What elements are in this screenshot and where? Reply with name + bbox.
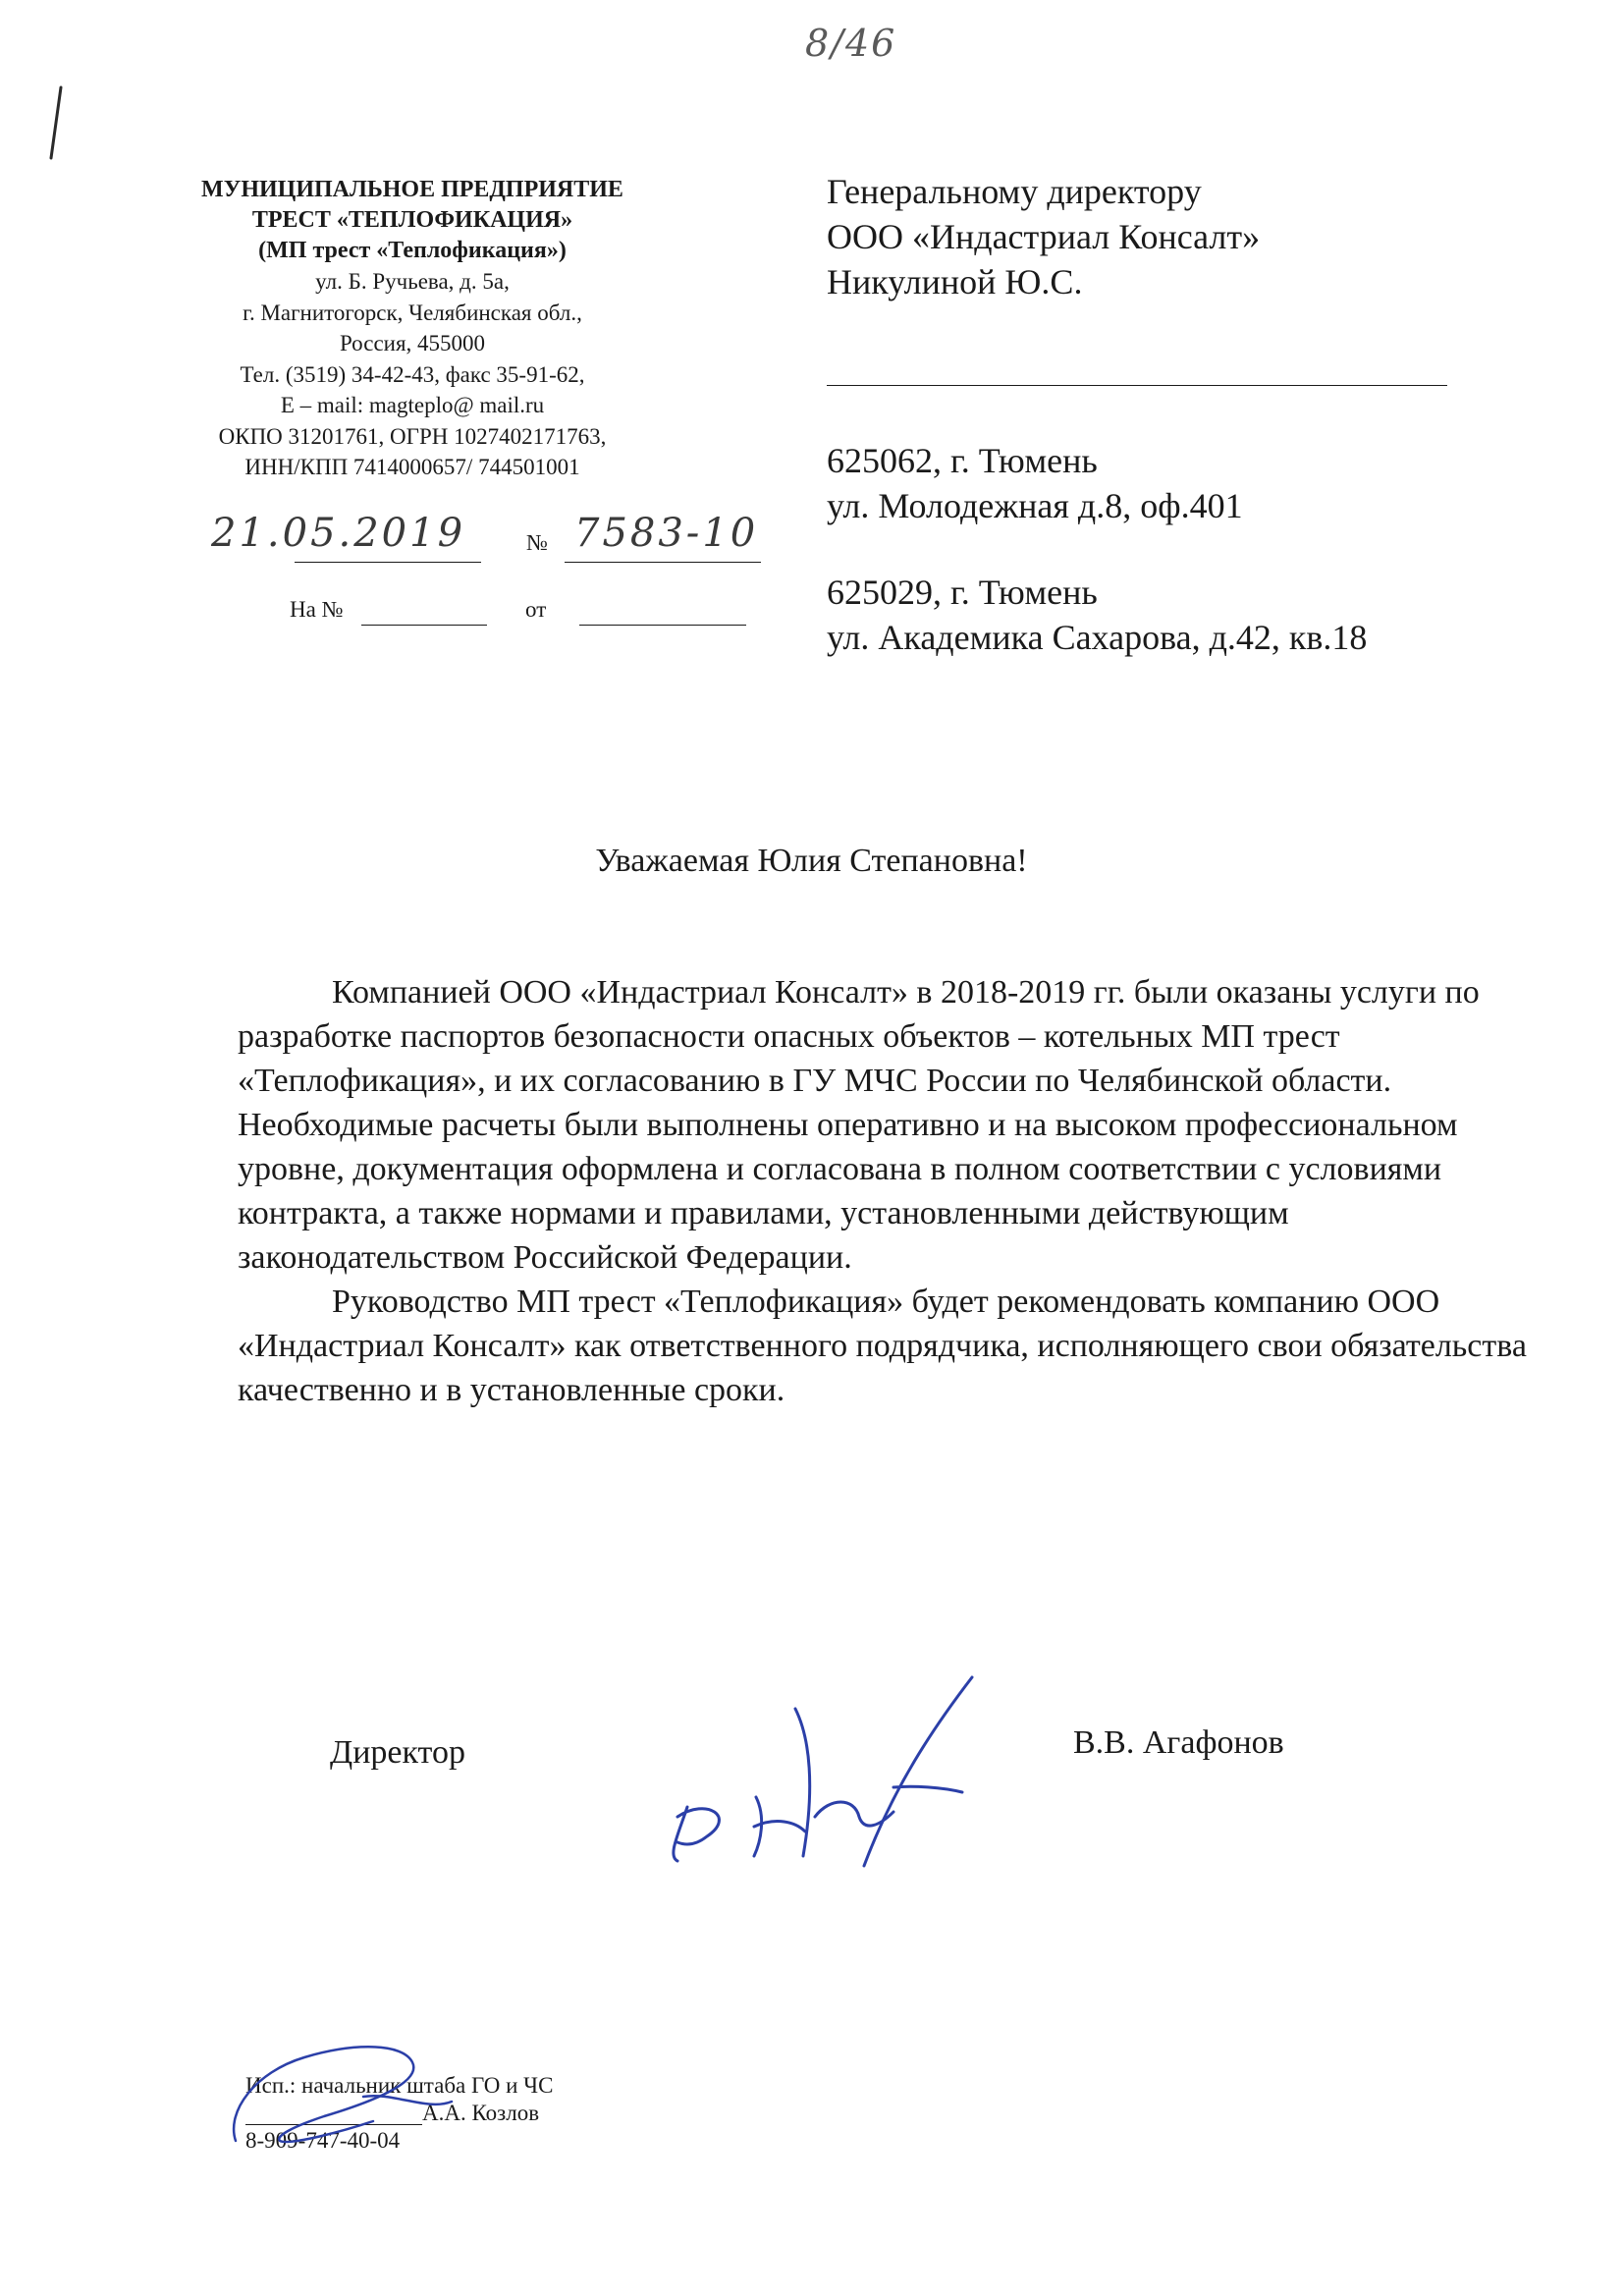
body-paragraph: Компанией ООО «Индастриал Консалт» в 2018-2019 гг. были оказаны услуги по разработке паспортов безопасности опасных объектов – котельных МП трест «Теплофикация», и их согласованию в ГУ МЧС России по Челябинской области. Необходимые расчеты были выполнены оперативно и на высоком профессиональном уровне, документация оформлена и согласована в полном соответствии с условиями контракта, а также нормами и правилами, установленными действующим законодательством Российской Федерации. xyxy=(238,974,1480,1276)
sender-details xyxy=(196,266,628,483)
sender-phone: Тел. (3519) 34-42-43, факс 35-91-62, xyxy=(240,361,585,387)
recipient-company: ООО «Индастриал Консалт» xyxy=(827,217,1261,256)
reply-number-label: На № xyxy=(290,597,344,622)
sender-org-line: (МП трест «Теплофикация») xyxy=(258,238,567,263)
date-underline xyxy=(295,562,481,563)
registration-number: 7583-10 xyxy=(574,511,759,556)
sender-org-name xyxy=(196,175,628,266)
sender-org-line: МУНИЦИПАЛЬНОЕ ПРЕДПРИЯТИЕ xyxy=(201,177,623,202)
sender-address-street: ул. Б. Ручьева, д. 5а, xyxy=(315,269,510,294)
address2-street: ул. Академика Сахарова, д.42, кв.18 xyxy=(827,618,1368,657)
recipient-address-1 xyxy=(827,438,1243,528)
handwritten-top-mark: 8/46 xyxy=(805,22,897,65)
sender-block xyxy=(196,175,628,483)
address2-city: 625029, г. Тюмень xyxy=(827,573,1098,612)
signer-name: В.В. Агафонов xyxy=(1073,1724,1284,1761)
executor-name: А.А. Козлов xyxy=(422,2101,540,2125)
director-signature xyxy=(648,1669,1001,1876)
recipient-block xyxy=(827,169,1260,304)
registration-number-label: № xyxy=(526,530,548,555)
recipient-divider xyxy=(827,385,1447,386)
letter-body xyxy=(238,970,1534,1412)
sender-org-line: ТРЕСТ «ТЕПЛОФИКАЦИЯ» xyxy=(251,207,573,233)
sender-address-city: г. Магнитогорск, Челябинская обл., xyxy=(243,300,582,325)
number-underline xyxy=(565,562,761,563)
registration-date: 21.05.2019 xyxy=(211,511,466,556)
body-paragraph: Руководство МП трест «Теплофикация» будет рекомендовать компанию ООО «Индастриал Консалт» как ответственного подрядчика, исполняющего свои обязательства качественно и в установленные сроки. xyxy=(238,1284,1527,1408)
reply-from-blank xyxy=(579,625,746,626)
reply-from-label: от xyxy=(525,597,547,622)
reply-number-blank xyxy=(361,625,487,626)
handwritten-left-mark xyxy=(39,83,69,162)
address1-city: 625062, г. Тюмень xyxy=(827,441,1098,480)
sender-email: E – mail: magteplo@ mail.ru xyxy=(280,393,545,417)
signer-position: Директор xyxy=(330,1734,465,1771)
executor-title: Исп.: начальник штаба ГО и ЧС xyxy=(245,2073,554,2098)
sender-okpo: ОКПО 31201761, ОГРН 1027402171763, xyxy=(218,423,607,449)
sender-address-country: Россия, 455000 xyxy=(339,331,486,355)
address1-street: ул. Молодежная д.8, оф.401 xyxy=(827,486,1243,525)
recipient-address-2 xyxy=(827,570,1367,660)
sender-inn: ИНН/КПП 7414000657/ 744501001 xyxy=(244,455,580,479)
salutation: Уважаемая Юлия Степановна! xyxy=(595,843,1028,879)
executor-phone: 8-909-747-40-04 xyxy=(245,2128,401,2153)
executor-signature xyxy=(216,2023,461,2151)
recipient-name: Никулиной Ю.С. xyxy=(827,262,1083,301)
recipient-position: Генеральному директору xyxy=(827,172,1202,211)
